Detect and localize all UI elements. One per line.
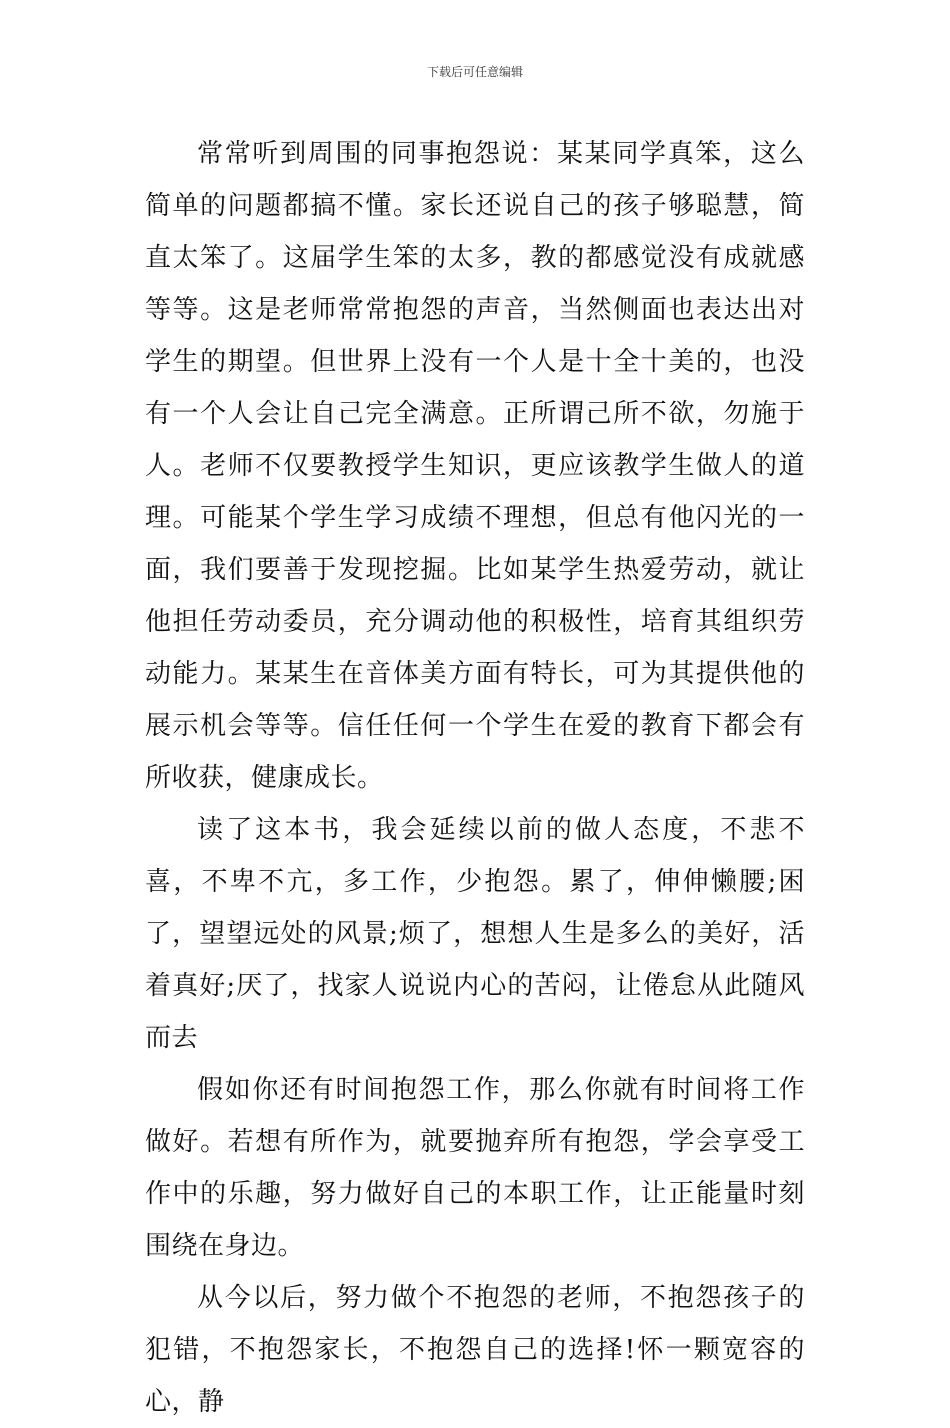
paragraph-1: 常常听到周围的同事抱怨说：某某同学真笨，这么简单的问题都搞不懂。家长还说自己的孩子够聪慧，简直太笨了。这届学生笨的太多，教的都感觉没有成就感等等。这是老师常常抱怨的声音，当然侧面也表达出对学生的期望。但世界上没有一个人是十全十美的，也没有一个人会让自己完全满意。正所谓己所不欲，勿施于人。老师不仅要教授学生知识，更应该教学生做人的道理。可能某个学生学习成绩不理想，但总有他闪光的一面，我们要善于发现挖掘。比如某学生热爱劳动，就让他担任劳动委员，充分调动他的积极性，培育其组织劳动能力。某某生在音体美方面有特长，可为其提供他的展示机会等等。信任任何一个学生在爱的教育下都会有所收获，健康成长。 <box>145 139 805 793</box>
page-header: 下载后可任意编辑 <box>426 65 523 79</box>
paragraph-4: 从今以后，努力做个不抱怨的老师，不抱怨孩子的犯错，不抱怨家长，不抱怨自己的选择!怀一颗宽容的心，静 <box>145 1283 805 1417</box>
paragraph-2: 读了这本书，我会延续以前的做人态度，不悲不喜，不卑不亢，多工作，少抱怨。累了，伸伸懒腰;困了，望望远处的风景;烦了，想想人生是多么的美好，活着真好;厌了，找家人说说内心的苦闷，让倦怠从此随风而去 <box>145 815 805 1053</box>
document-body <box>145 128 805 1428</box>
paragraph-3: 假如你还有时间抱怨工作，那么你就有时间将工作做好。若想有所作为，就要抛弃所有抱怨，学会享受工作中的乐趣，努力做好自己的本职工作，让正能量时刻围绕在身边。 <box>145 1075 805 1261</box>
